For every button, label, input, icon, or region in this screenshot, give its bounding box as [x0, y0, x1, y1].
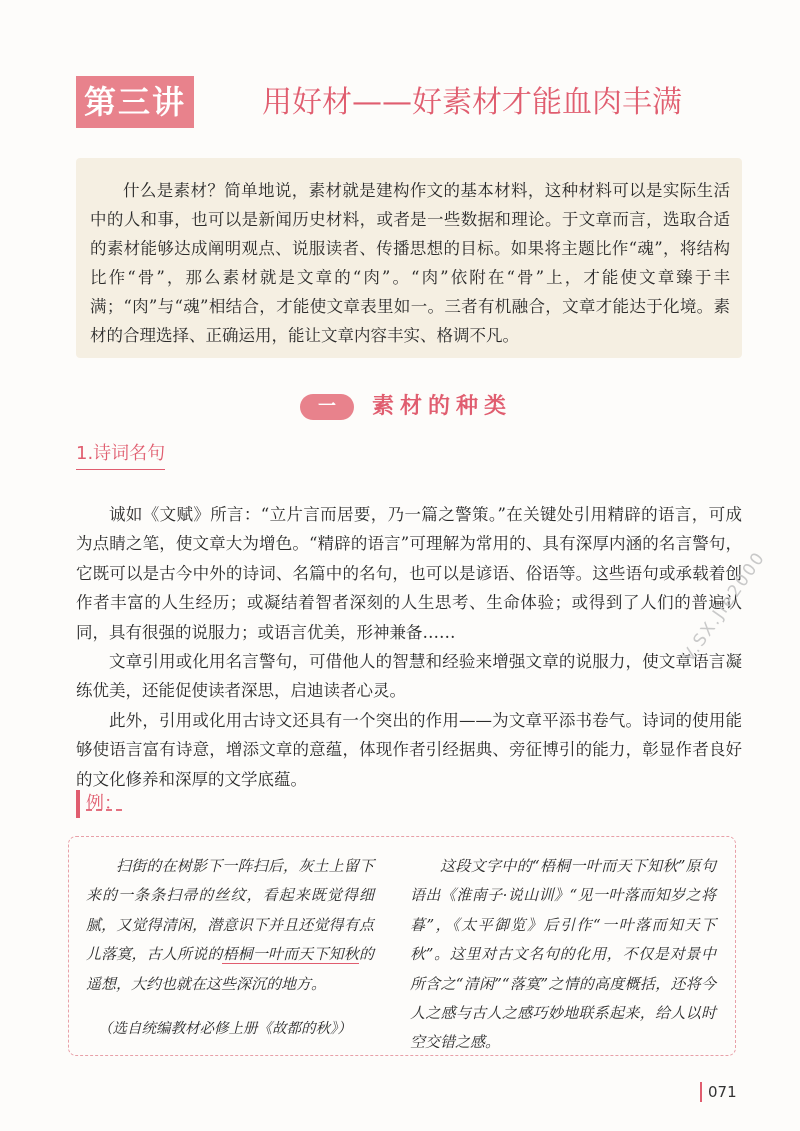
watermark: V.SX.Jie2000: [678, 547, 770, 666]
section-number-badge: 一: [300, 394, 354, 420]
example-analysis: [410, 852, 716, 1058]
section-title: 素材的种类: [372, 393, 513, 419]
example-quote-highlight: 梧桐一叶而天下知秋: [222, 945, 359, 964]
example-quote-paragraph: [86, 852, 374, 999]
example-label: 例：: [76, 790, 122, 818]
intro-text: 什么是素材？简单地说，素材就是建构作文的基本材料，这种材料可以是实际生活中的人和事，也可以是新闻历史材料，或者是一些数据和理论。于文章而言，选取合适的素材能够达成阐明观点、说服读者、传播思想的目标。如果将主题比作“魂”，将结构比作“骨”，那么素材就是文章的“肉”。“肉”依附在“骨”上，才能使文章臻于丰满；“肉”与“魂”相结合，才能使文章表里如一。三者有机融合，文章才能达于化境。素材的合理选择、正确运用，能让文章内容丰实、格调不凡。: [90, 181, 730, 345]
section-heading: [300, 388, 560, 424]
body-paragraph-1: 诚如《文赋》所言：“立片言而居要，乃一篇之警策。”在关键处引用精辟的语言，可成为点睛之笔，使文章大为增色。“精辟的语言”可理解为常用的、具有深厚内涵的名言警句，它既可以是古今中外的诗词、名篇中的名句，也可以是谚语、俗语等。这些语句或承载着创作者丰富的人生经历；或凝结着智者深刻的人生思考、生命体验；或得到了人们的普遍认同，具有很强的说服力；或语言优美，形神兼备……: [76, 505, 742, 642]
example-analysis-paragraph: 这段文字中的“梧桐一叶而天下知秋”原句语出《淮南子·说山训》“见一叶落而知岁之将暮”，《太平御览》后引作“一叶落而知天下秋”。这里对古文名句的化用，不仅是对景中所含之“清闲”“落寞”之情的高度概括，还将今人之感与古人之感巧妙地联系起来，给人以时空交错之感。: [410, 857, 716, 1052]
page-number: 071: [700, 1082, 737, 1102]
example-quote-text-after: 的遥想，大约也就在这些深沉的地方。: [86, 945, 374, 993]
subheading-poetry: 1.诗词名句: [76, 440, 165, 470]
body-paragraph-2: 文章引用或化用名言警句，可借他人的智慧和经验来增强文章的说服力，使文章语言凝练优美，还能促使读者深思，启迪读者心灵。: [76, 652, 742, 701]
example-quote-text-before: 扫街的在树影下一阵扫后，灰土上留下来的一条条扫帚的丝纹，看起来既觉得细腻，又觉得清闲，潜意识下并且还觉得有点儿落寞，古人所说的: [86, 857, 374, 964]
chapter-title: 用好材——好素材才能血肉丰满: [262, 85, 682, 120]
example-quote: [86, 852, 374, 999]
example-source: （选自统编教材必修上册《故都的秋》）: [98, 1021, 352, 1037]
chapter-badge: 第三讲: [76, 76, 194, 128]
body-paragraph-3: 此外，引用或化用古诗文还具有一个突出的作用——为文章平添书卷气。诗词的使用能够使语言富有诗意，增添文章的意蕴，体现作者引经据典、旁征博引的能力，彰显作者良好的文化修养和深厚的文学底蕴。: [76, 710, 742, 789]
body-text: [76, 500, 742, 794]
